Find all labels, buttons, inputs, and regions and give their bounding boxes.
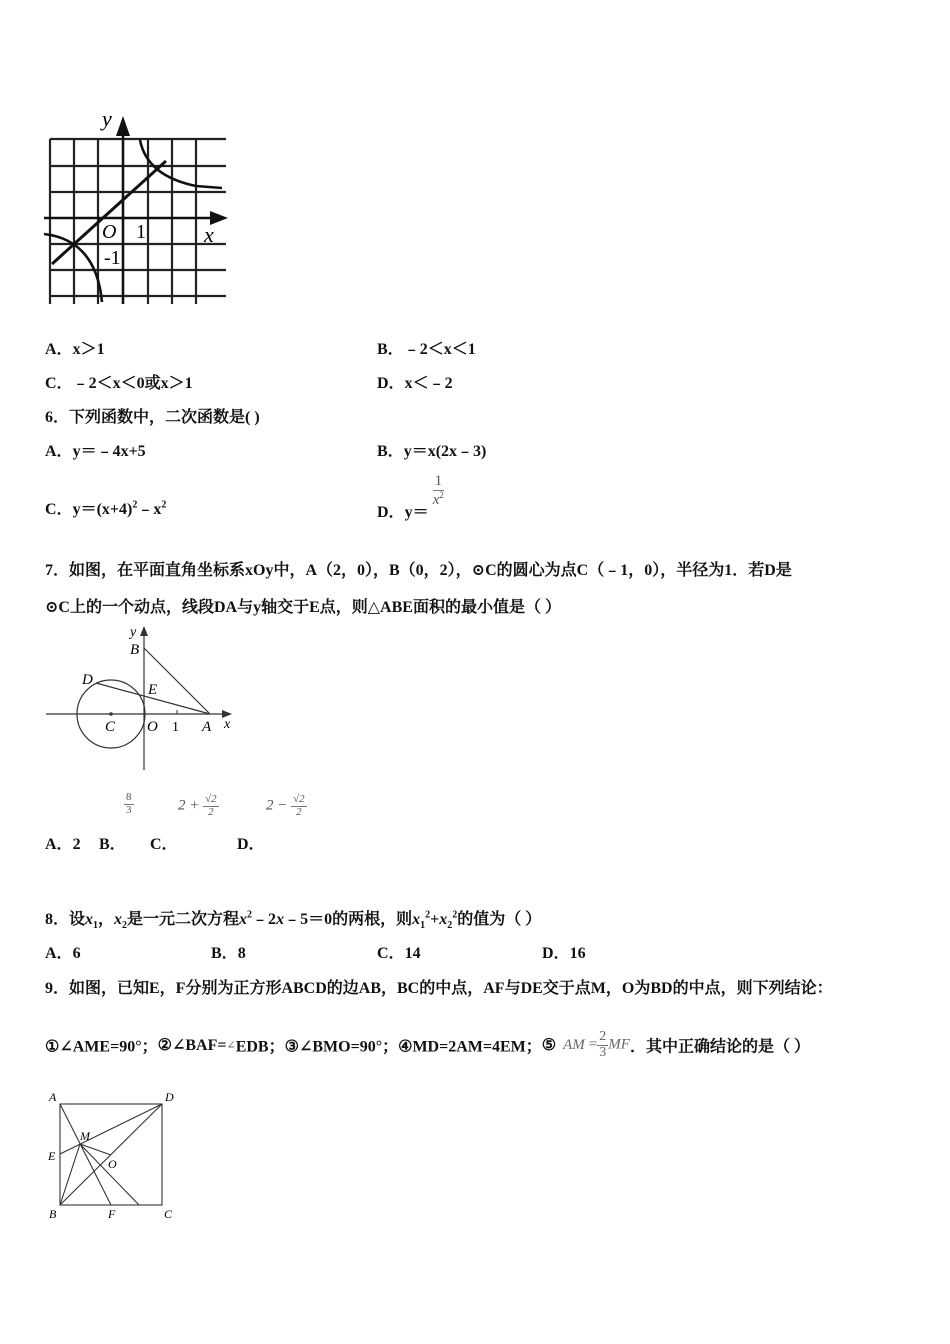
q7-option-d-expr [266, 794, 307, 818]
q6-option-d-den-wrap [433, 491, 445, 509]
q7-option-b-num: 8 [126, 791, 132, 803]
q6-option-b-text: y＝x(2x﹣3) [403, 443, 487, 460]
q9-conclusion-1: ①∠AME=90°； [45, 1038, 158, 1056]
q5-option-d-letter: D． [377, 375, 405, 392]
q5-option-b[interactable] [377, 336, 476, 359]
q8-stem-b: 是一元二次方程 [127, 911, 240, 928]
q6-option-c-rest: ﹣x [137, 501, 162, 518]
q8-stem-c: 的值为（ ） [457, 911, 542, 928]
q9-conclusion-2a: ②∠BAF= [157, 1037, 227, 1055]
q8-option-a-text: 6 [72, 945, 81, 962]
q8-option-d-letter: D． [542, 945, 570, 962]
q8-x2: x [114, 911, 123, 928]
q9-c5-eq: = [588, 1036, 598, 1053]
q7-stem-line1: 7．如图，在平面直角坐标系xOy中，A（2，0），B（0，2），⊙C的圆心为点C（﹣1，0），半径为1．若D是 [45, 562, 792, 579]
q6-option-d-den: x [432, 491, 440, 508]
q9-label-e: E [48, 1149, 56, 1163]
q5-neg-one-label: -1 [104, 247, 121, 269]
q8-plus: + [430, 911, 440, 928]
q7-option-c-pre: 2 + [178, 797, 200, 814]
q7-stem-line2: ⊙C上的一个动点，线段DA与y轴交于E点，则△ABE面积的最小值是（ ） [45, 599, 561, 616]
q7-option-c-den: 2 [208, 805, 214, 818]
q9-segment-mc [80, 1144, 139, 1205]
q8-s-x2: x [439, 911, 448, 928]
q7-option-d-pre: 2 − [266, 797, 288, 814]
q5-option-a[interactable] [45, 336, 105, 359]
q7-center-dot [109, 712, 113, 716]
q8-s-sup1: 2 [425, 909, 431, 921]
q7-d-label: D [82, 672, 93, 688]
q6-option-b[interactable] [377, 438, 486, 461]
q9-label-d: D [165, 1090, 174, 1104]
q7-c-label: C [105, 719, 116, 735]
q9-tail: ．其中正确结论的是（ ） [629, 1038, 810, 1056]
q9-label-a: A [49, 1090, 57, 1104]
q7-e-label: E [148, 682, 158, 698]
q8-option-d-text: 16 [569, 945, 586, 962]
q8-eq-rest: ﹣2 [252, 911, 277, 928]
q6-option-d-den-sup: 2 [439, 489, 444, 500]
q8-option-a-letter: A． [45, 945, 73, 962]
q6-option-c[interactable] [45, 496, 166, 519]
q7-option-a-letter: A． [45, 836, 73, 853]
q9-label-b: B [49, 1207, 57, 1221]
q8-eq-sup: 2 [247, 909, 253, 921]
q5-option-c-letter: C． [45, 375, 73, 392]
q7-option-c[interactable]: C． [150, 836, 178, 853]
q8-stem [45, 906, 541, 931]
q7-option-d-fraction [291, 794, 307, 818]
q6-option-d-text: y＝ [404, 503, 429, 521]
q5-option-c[interactable] [45, 370, 193, 393]
q5-option-a-text: x＞1 [72, 341, 105, 358]
q7-option-b-den: 3 [126, 803, 132, 816]
q5-option-d-text: x＜﹣2 [404, 375, 453, 392]
q9-conclusion-4: ④MD=2AM=4EM； [398, 1038, 542, 1056]
q8-option-b-letter: B． [211, 945, 238, 962]
q5-axes [44, 116, 228, 304]
q8-option-c-letter: C． [377, 945, 405, 962]
q8-x1: x [85, 911, 94, 928]
q7-option-d[interactable]: D． [237, 836, 265, 853]
q9-c5-am: AM [563, 1036, 585, 1053]
q5-hyperbola-upper [140, 140, 222, 188]
q6-stem: 6．下列函数中，二次函数是( ) [45, 409, 260, 426]
q8-x2-sub: 2 [122, 920, 128, 932]
q7-x-label: x [224, 717, 231, 732]
q7-option-b-fraction [124, 792, 134, 816]
q9-label-f: F [108, 1207, 116, 1221]
q8-option-d[interactable] [542, 940, 586, 963]
q9-label-m: M [80, 1129, 90, 1143]
q6-option-d[interactable] [377, 473, 444, 521]
q9-square-figure [44, 1088, 184, 1224]
q9-stem: 9．如图，已知E，F分别为正方形ABCD的边AB，BC的中点，AF与DE交于点M，O为BD的中点，则下列结论： [45, 980, 833, 997]
q9-c5-mf: MF [608, 1036, 630, 1053]
q7-option-a[interactable] [45, 831, 81, 854]
q9-label-o: O [108, 1157, 117, 1171]
q6-option-c-text: y＝(x+4) [72, 501, 133, 518]
q7-one-label: 1 [172, 720, 179, 735]
q9-conclusion-2-angle: ∠ [226, 1039, 236, 1052]
q6-option-d-letter: D． [377, 503, 405, 521]
q8-s-sub2: 2 [447, 920, 453, 932]
q6-option-a[interactable] [45, 438, 146, 461]
q8-eq-x: x [239, 911, 248, 928]
q5-origin-label: O [102, 221, 117, 243]
q6-option-c-sup: 2 [132, 499, 138, 511]
q7-circle-figure [44, 620, 240, 775]
q7-option-c-fraction [203, 794, 219, 818]
q7-option-b[interactable]: B． [99, 836, 126, 853]
q7-option-d-den: 2 [296, 805, 302, 818]
q7-option-d-num: √2 [293, 793, 305, 805]
q8-eq-x2: x [276, 911, 285, 928]
q6-option-c-letter: C． [45, 501, 73, 518]
q9-label-c: C [164, 1207, 173, 1221]
q8-s-sup2: 2 [452, 909, 458, 921]
q6-option-c-sup2: 2 [161, 499, 167, 511]
q8-eq-tail: ﹣5＝0的两根，则 [284, 911, 413, 928]
q5-option-a-letter: A． [45, 341, 73, 358]
q5-graph-figure [44, 104, 234, 316]
q7-b-label: B [130, 642, 140, 658]
q9-conclusions [45, 1030, 810, 1060]
q6-option-b-letter: B． [377, 443, 404, 460]
q9-c5-den: 3 [599, 1044, 607, 1060]
q7-option-c-num: √2 [205, 793, 217, 805]
q8-s-x1: x [412, 911, 421, 928]
q9-conclusion-5: ⑤ [541, 1037, 557, 1055]
q8-option-b[interactable] [211, 940, 246, 963]
q7-option-c-expr [178, 794, 219, 818]
q9-conclusion-2b: EDB； [235, 1038, 285, 1056]
q5-option-d[interactable] [377, 370, 453, 393]
q7-o-label: O [147, 719, 158, 735]
q5-y-label: y [102, 106, 112, 131]
q5-one-label: 1 [136, 221, 146, 243]
q6-option-d-num: 1 [434, 473, 443, 489]
q6-option-d-fraction [433, 474, 445, 509]
q8-option-c-text: 14 [404, 945, 421, 962]
q5-x-label: x [204, 222, 214, 247]
q8-option-b-text: 8 [237, 945, 246, 962]
q5-option-c-text: ﹣2＜x＜0或x＞1 [72, 375, 193, 392]
q8-option-c[interactable] [377, 940, 421, 963]
q6-option-a-text: y＝﹣4x+5 [72, 443, 146, 460]
q5-option-b-text: ﹣2＜x＜1 [403, 341, 476, 358]
q5-option-b-letter: B． [377, 341, 404, 358]
q8-s-sub1: 1 [420, 920, 426, 932]
q9-conclusion-3: ③∠BMO=90°； [284, 1038, 399, 1056]
q7-segment-ab [144, 648, 210, 714]
q8-sep: ， [98, 911, 115, 928]
q8-stem-a: 8．设 [45, 911, 86, 928]
q8-option-a[interactable] [45, 940, 81, 963]
q7-option-a-text: 2 [72, 836, 81, 853]
q9-c5-num: 2 [599, 1029, 607, 1044]
q9-c5-fraction [597, 1030, 608, 1060]
q9-segment-de [60, 1104, 162, 1154]
q7-a-label: A [202, 719, 212, 735]
q8-x1-sub: 1 [93, 920, 99, 932]
q6-option-a-letter: A． [45, 443, 73, 460]
q7-y-label: y [130, 625, 137, 640]
q9-segment-af [60, 1104, 111, 1205]
